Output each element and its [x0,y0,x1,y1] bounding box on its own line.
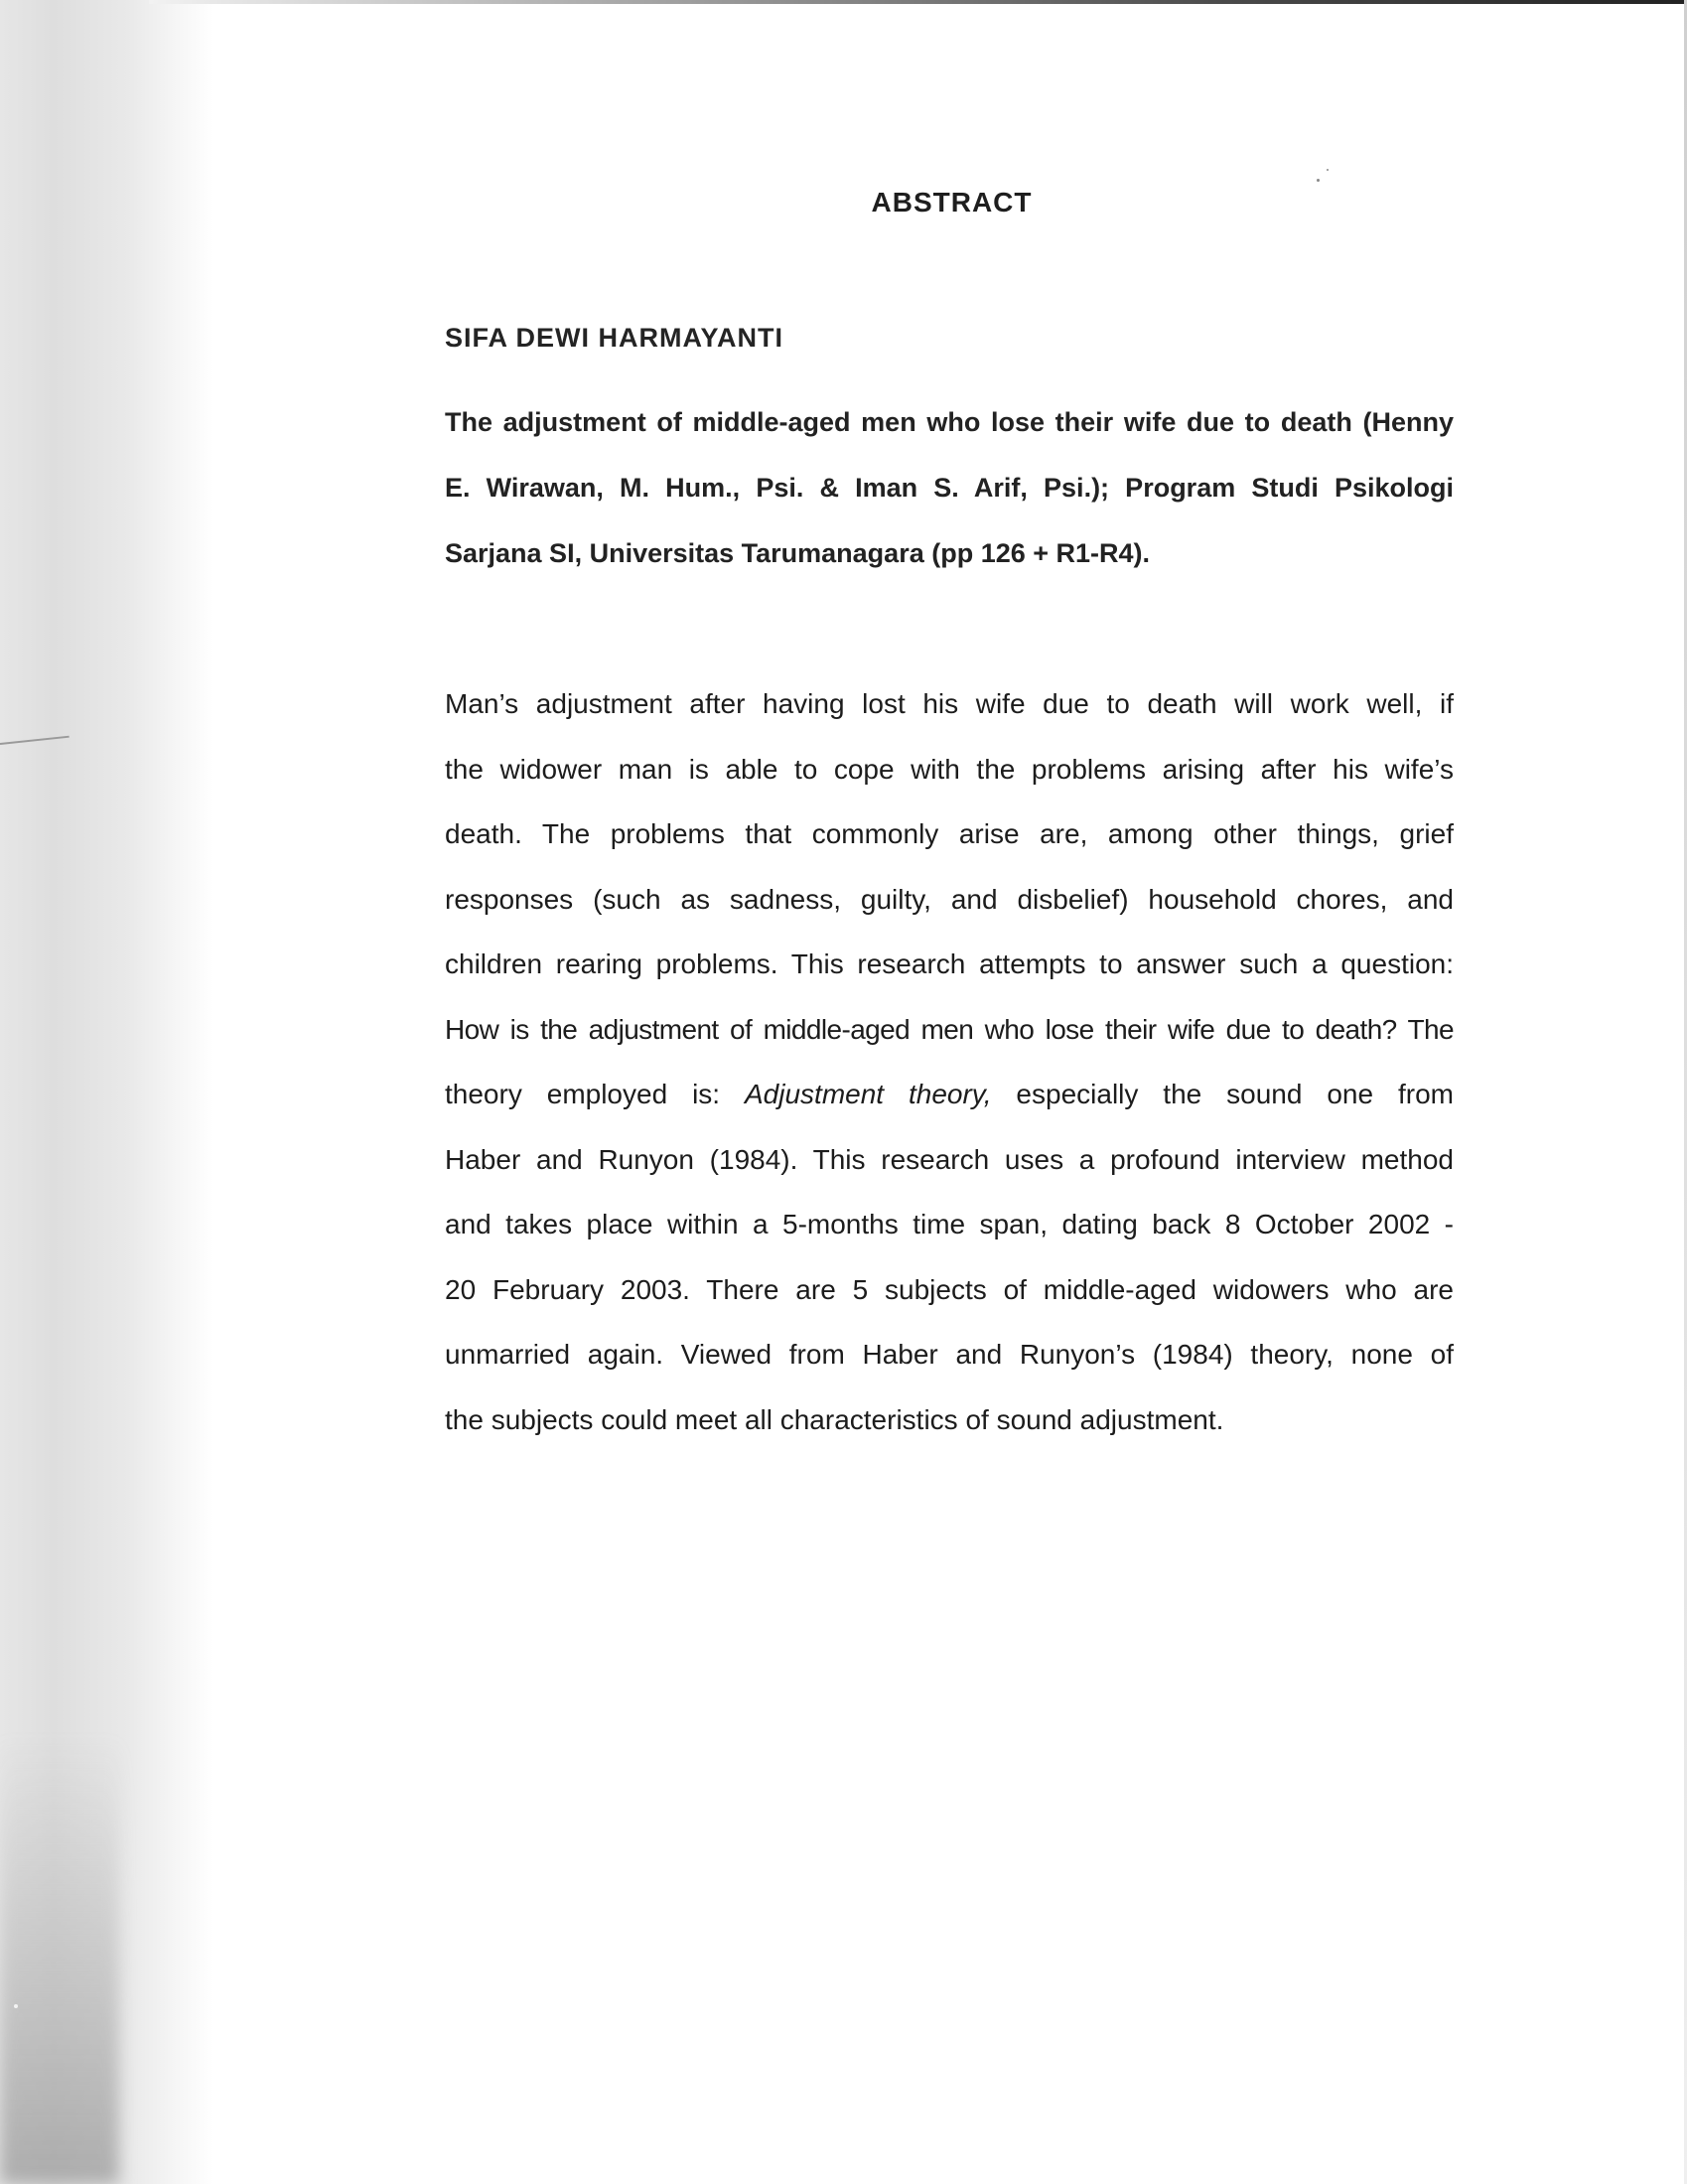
citation-line: Sarjana SI, Universitas Tarumanagara (pp 126 + R1-R4). [445,538,1151,568]
scan-speck [1327,169,1329,171]
body-line: 20 February 2003. There are 5 subjects of middle-aged widowers who are [445,1273,1454,1305]
body-line-7-start: theory employed is: [445,1079,745,1109]
citation-block [445,389,1454,586]
body-line: unmarried again. Viewed from Haber and Runyon’s (1984) theory, none of [445,1339,1454,1370]
body-line: the subjects could meet all characteristics of sound adjustment. [445,1403,1224,1435]
body-line: responses (such as sadness, guilty, and disbelief) household chores, and [445,883,1454,915]
abstract-heading: ABSTRACT [871,187,1033,218]
body-line: children rearing problems. This research attempts to answer such a question: [445,948,1454,979]
body-line-7-end: especially the sound one from [991,1079,1454,1109]
theory-name: Adjustment theory, [745,1079,992,1109]
body-line [445,1062,1454,1127]
citation-line: The adjustment of middle-aged men who lose their wife due to death (Henny [445,407,1454,437]
body-line: death. The problems that commonly arise are, among other things, grief [445,818,1454,849]
author-name: SIFA DEWI HARMAYANTI [445,323,784,353]
body-line: Haber and Runyon (1984). This research uses a profound interview method [445,1143,1454,1175]
binding-shadow-bottom [0,1738,119,2184]
abstract-body [445,671,1454,1452]
scan-speck [14,2004,18,2008]
scan-speck [1317,179,1320,182]
body-line: and takes place within a 5-months time span, dating back 8 October 2002 - [445,1209,1454,1239]
citation-line: E. Wirawan, M. Hum., Psi. & Iman S. Arif, Psi.); Program Studi Psikologi [445,473,1454,503]
body-line: Man’s adjustment after having lost his wife due to death will work well, if [445,688,1454,719]
page-top-edge [149,0,1687,4]
body-line: the widower man is able to cope with the problems arising after his wife’s [445,753,1454,785]
body-line: How is the adjustment of middle-aged men who lose their wife due to death? The [445,1013,1454,1045]
